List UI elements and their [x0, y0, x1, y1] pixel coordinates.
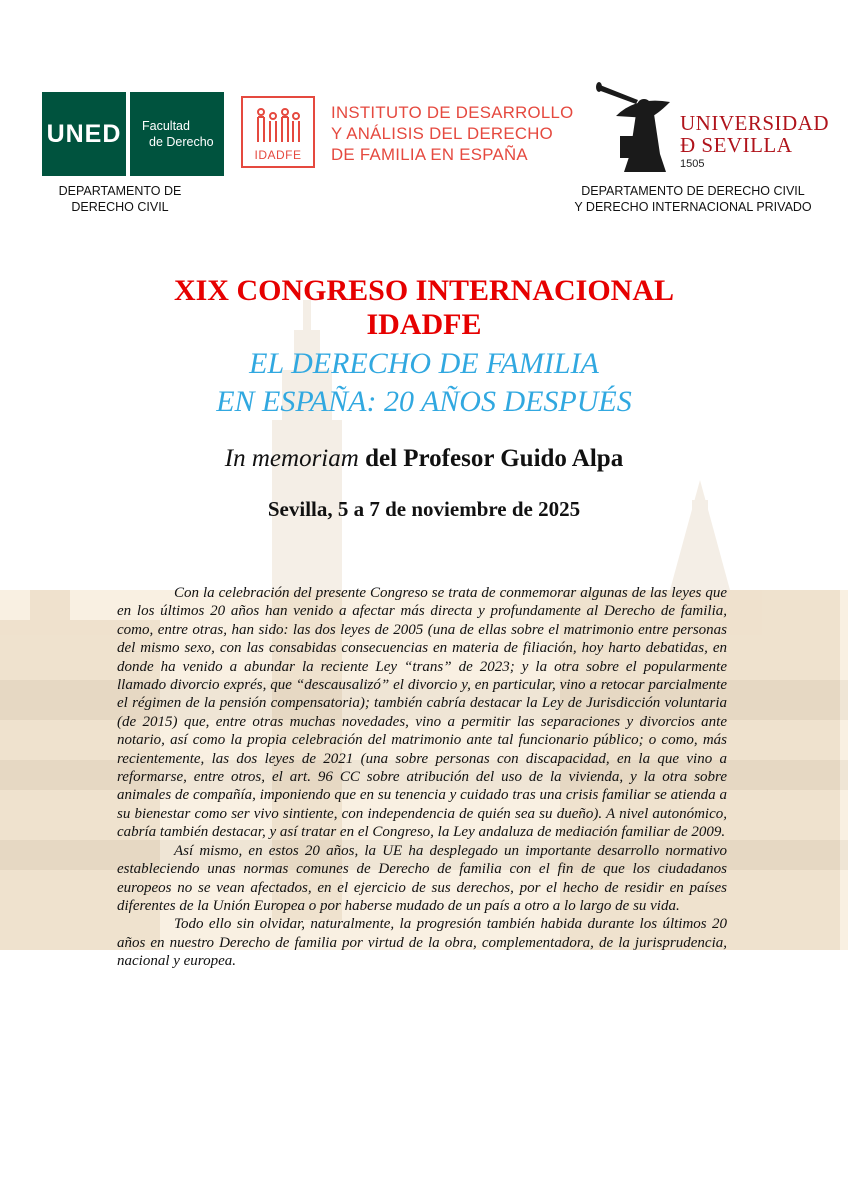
- memoriam-name: del Profesor Guido Alpa: [358, 445, 624, 472]
- uned-faculty-line2: de Derecho: [149, 135, 214, 149]
- uned-faculty-line1: Facultad: [142, 119, 190, 133]
- memoriam-dedication: [0, 445, 848, 473]
- congress-title: XIX CONGRESO INTERNACIONAL: [173, 274, 675, 307]
- idadfe-institute-name: [331, 102, 601, 165]
- sevilla-name-line1: UNIVERSIDAD: [680, 111, 829, 135]
- congress-dates: Sevilla, 5 a 7 de noviembre de 2025: [267, 497, 581, 521]
- congress-description: [117, 584, 727, 971]
- description-paragraph: Así mismo, en estos 20 años, la UE ha desplegado un importante desarrollo normativo estableciendo unas normas comunes de Derecho de familia con el fin de que los ciudadanos europeos no se vean afectados, en el ejercicio de sus derechos, por el hecho de residir en países diferentes de la Unión Europea o por haberse mudado de un país a otro a lo largo de su vida.: [117, 842, 727, 914]
- uned-department-line1: DEPARTAMENTO DE: [58, 184, 182, 198]
- angel-trumpet-emblem-icon: [596, 76, 674, 176]
- sevilla-founding-year: 1505: [680, 158, 705, 170]
- family-figures-icon: [251, 104, 305, 148]
- uned-faculty-label: [130, 92, 224, 176]
- sevilla-department-line1: DEPARTAMENTO DE DERECHO CIVIL: [581, 184, 805, 198]
- congress-theme-line2: EN ESPAÑA: 20 AÑOS DESPUÉS: [216, 385, 632, 418]
- uned-logo-text: UNED: [42, 92, 126, 176]
- sevilla-department-line2: Y DERECHO INTERNACIONAL PRIVADO: [574, 200, 812, 214]
- congress-organizer: IDADFE: [366, 308, 482, 341]
- idadfe-title-line1: INSTITUTO DE DESARROLLO: [331, 103, 574, 122]
- idadfe-logo: [241, 96, 315, 168]
- uned-logo: [42, 92, 224, 176]
- congress-theme-line1: EL DERECHO DE FAMILIA: [249, 347, 599, 380]
- sevilla-name-line2: Ð SEVILLA: [680, 133, 793, 157]
- idadfe-title-line2: Y ANÁLISIS DEL DERECHO: [331, 124, 554, 143]
- sevilla-university-name: [680, 112, 830, 156]
- sevilla-department: [548, 183, 838, 215]
- description-paragraph: Con la celebración del presente Congreso se trata de conmemorar algunas de las leyes que en los últimos 20 años han venido a afectar más directa y profundamente al Derecho de familia, como, entre otras, han sido: las dos leyes de 2005 (una de ellas sobre el matrimonio entre personas del mismo sexo, con las consabidas consecuencias en materia de filiación, hoy harto debatidas, en donde ha venido a abundar la reciente Ley “trans” de 2023; y la otra sobre el popularmente llamado divorcio exprés, que “descausalizó” el divorcio y, en particular, vino a retocar parcialmente el régimen de la pensión compensatoria); también cabría destacar la Ley de Jurisdicción voluntaria (de 2015) que, entre otras muchas novedades, vino a permitir las separaciones y divorcios ante notario, así como la propia celebración del matrimonio ante tal funcionario público; o como, más recientemente, las dos leyes de 2021 (una sobre personas con discapacidad, en la que vino a reformarse, entre otros, el art. 96 CC sobre atribución del uso de la vivienda, y la otra sobre animales de compañía, imponiendo que en su tenencia y cuidado tras una crisis familiar se atienda a su bienestar como ser vivo sintiente, con independencia de quién sea su dueño). A nivel autonómico, cabría también destacar, y así tratar en el Congreso, la Ley andaluza de mediación familiar de 2009.: [117, 585, 727, 841]
- description-paragraph: Todo ello sin olvidar, naturalmente, la progresión también habida durante los últimos 20 años en nuestro Derecho de familia por virtud de la obra, complementadora, de la jurisprudencia, nacional y europea.: [117, 916, 727, 970]
- uned-department-line2: DERECHO CIVIL: [71, 200, 169, 214]
- uned-department: [42, 183, 198, 215]
- memoriam-italic: In memoriam: [224, 445, 359, 472]
- idadfe-logo-label: IDADFE: [254, 148, 302, 162]
- idadfe-title-line3: DE FAMILIA EN ESPAÑA: [331, 145, 528, 164]
